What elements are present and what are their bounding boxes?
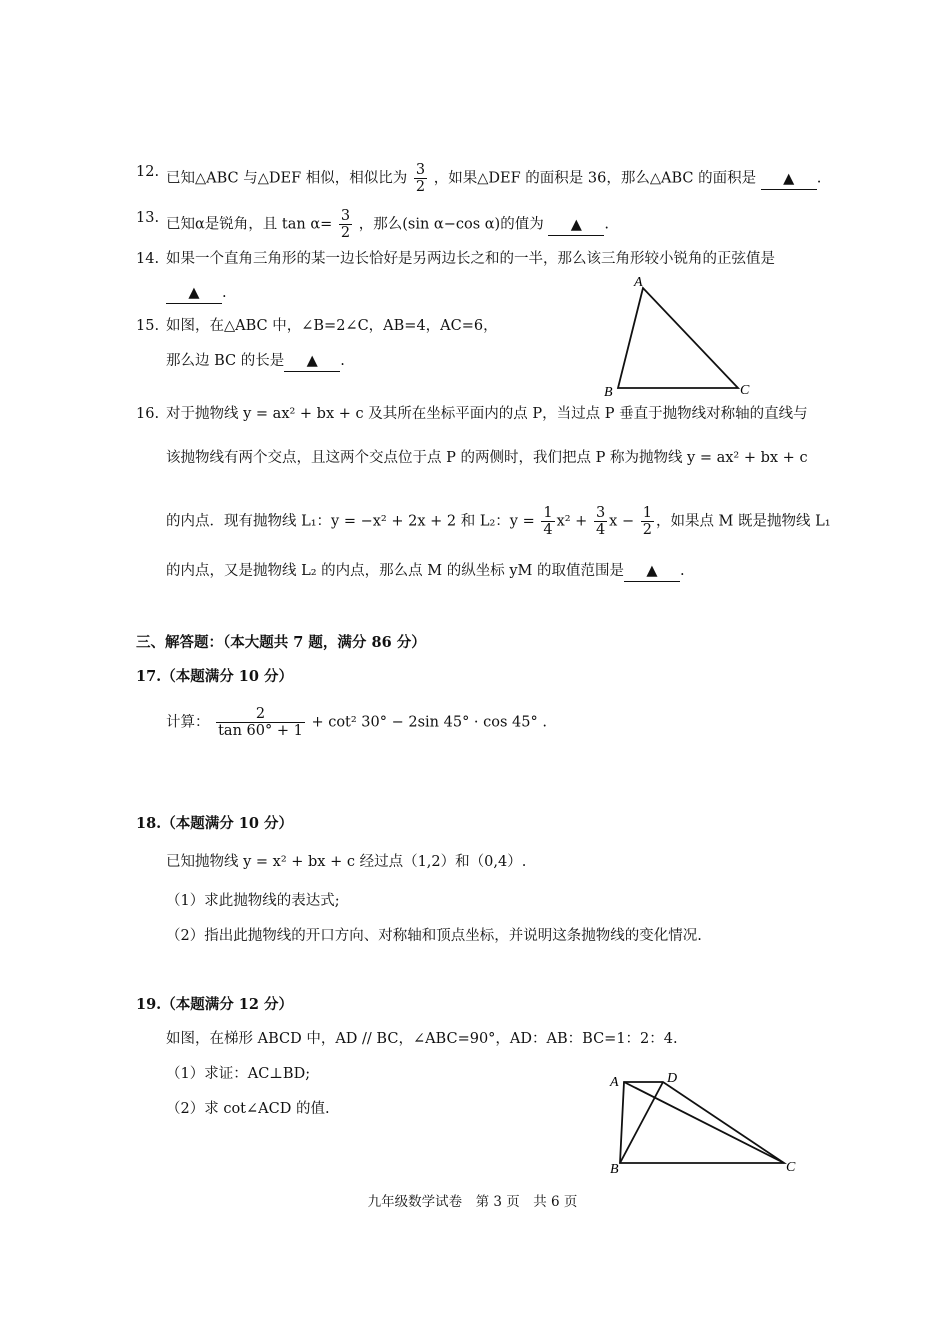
fraction: $\frac{1}{2}$ [642,505,652,538]
fraction: $\frac{3}{4}$ [595,505,606,538]
answer-blank: ▲ [761,169,817,190]
question-text: ，那么(sin α−cos α)的值为 [358,216,544,233]
answer-blank: ▲ [166,283,222,304]
triangle-abc [618,288,738,388]
trapezoid-figure [600,1065,810,1180]
fraction: $\frac{3}{2}$ [415,162,426,195]
vertex-label: D [667,1071,678,1086]
question-text: 已知α是锐角，且 tan α= [166,216,333,233]
question-number: 16. [136,406,160,422]
vertex-label: B [610,1162,619,1177]
question-number: 12. [136,164,160,180]
exam-page: 12. 已知△ABC 与△DEF 相似，相似比为 $\frac{3}{2}$ ，如果△DEF 的面积是 36，那么△ABC 的面积是 ▲ . 13. 已知α是锐角，且 tan α= $\frac{3}{2}$ ，那么(sin α−cos α)的值为 ▲ . 14. 如果一个直角三角形的某一边长恰好是另两边长之和的一半，那么该三角形较小锐角的正弦值是 ▲ . 15. 如图，在△ABC 中，∠B=2∠C，AB=4，AC=6， 那么边 BC 的长是 ▲ . A B C 16. 对于抛物线 y = ax² + bx + c 及其所在坐标平面内的点 P，当过点 P 垂直于抛物线对称轴的直线与 该抛物线有两个交点，且这两个交点位于点 P 的两侧时，我们把点 P 称为抛物线 y = ax² + bx + c 的内点．现有抛物线 L₁：y = −x² + 2x + 2 和 L₂：y = $\frac{1}{4}$ x² + $\frac{3}{4}$ x − $\frac{1}{2}$ ，如果点 M 既是抛物线 L₁ 的内点，又是抛物线 L₂ 的内点，那么点 M 的纵坐标 yM 的取值范围是 ▲ . 三、解答题：（本大题共 7 题，满分 86 分） 17.（本题满分 10 分） 计算： $\frac{2}{\tan 60^\circ + 1}$ + cot² 30° − 2sin 45° · cos 45° . 18.（本题满分 10 分） 已知抛物线 y = x² + bx + c 经过点（1,2）和（0,4）. （1）求此抛物线的表达式; （2）指出此抛物线的开口方向、对称轴和顶点坐标，并说明这条抛物线的变化情况. 19.（本题满分 12 分） 如图，在梯形 ABCD 中，AD // BC，∠ABC=90°，AD：AB：BC=1：2：4. （1）求证：AC⊥BD; （2）求 cot∠ACD 的值. A D B C 九年级数学试卷 第 3 页 共 6 页 [0,0,945,1336]
vertex-label: B [604,385,613,400]
question-text: ，如果△DEF 的面积是 36，那么△ABC 的面积是 [433,170,757,187]
vertex-label: C [786,1160,796,1175]
answer-blank: ▲ [624,561,680,582]
answer-blank: ▲ [548,215,604,236]
question-text: 如果一个直角三角形的某一边长恰好是另两边长之和的一半，那么该三角形较小锐角的正弦值是 [166,251,775,267]
question-text: 已知△ABC 与△DEF 相似，相似比为 [166,170,408,187]
triangle-figure [600,270,760,400]
answer-blank: ▲ [284,351,340,372]
fraction: $\frac{1}{4}$ [543,505,553,538]
question-text: 对于抛物线 y = ax² + bx + c 及其所在坐标平面内的点 P，当过点 P 垂直于抛物线对称轴的直线与 [166,406,808,422]
diagonal-ac [624,1082,784,1163]
vertex-label: C [740,383,750,398]
page-footer: 九年级数学试卷 第 3 页 共 6 页 [367,1194,578,1210]
vertex-label: A [634,275,643,290]
question-number: 13. [136,210,160,226]
fraction: $\frac{3}{2}$ [340,208,351,241]
fraction: $\frac{2}{\tan 60^\circ + 1}$ [218,706,303,739]
vertex-label: A [610,1075,619,1090]
question-number: 15. [136,318,160,334]
diagonal-bd [620,1082,663,1163]
question-number: 14. [136,251,160,267]
question-text: 如图，在△ABC 中，∠B=2∠C，AB=4，AC=6， [166,318,498,334]
